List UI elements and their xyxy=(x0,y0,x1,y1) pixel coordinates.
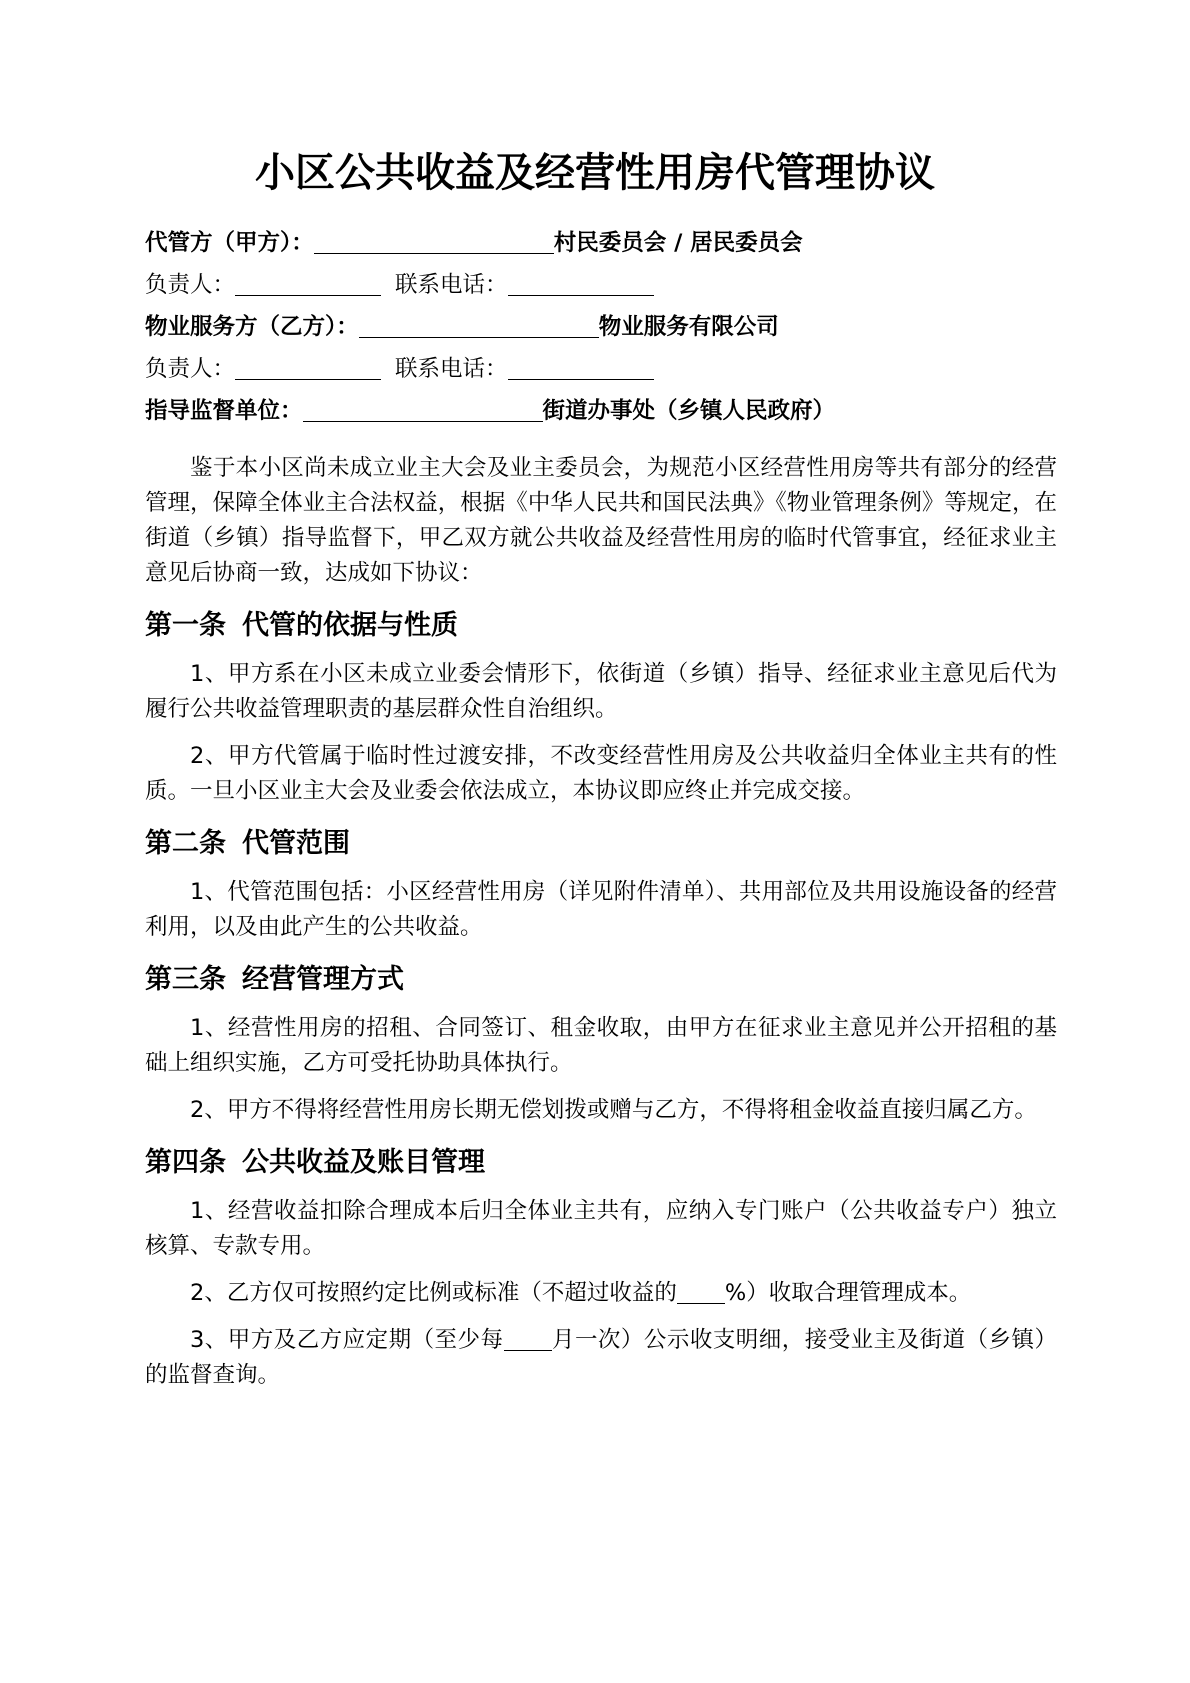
party-b-contact-line xyxy=(145,348,1045,390)
months-blank[interactable] xyxy=(504,1326,552,1351)
party-a-phone-blank[interactable] xyxy=(508,271,654,296)
party-b-phone-blank[interactable] xyxy=(508,355,654,380)
party-b-suffix: 物业服务有限公司 xyxy=(598,314,779,340)
party-b-line xyxy=(145,306,1045,348)
supervisor-label: 指导监督单位： xyxy=(145,398,303,424)
section-number: 第三条 xyxy=(145,964,226,995)
section-number: 第四条 xyxy=(145,1147,226,1178)
section-2-heading xyxy=(145,827,1057,861)
supervisor-name-blank[interactable] xyxy=(303,397,543,422)
section-4-clause-3 xyxy=(145,1323,1057,1393)
section-3-clause-1: 1、经营性用房的招租、合同签订、租金收取，由甲方在征求业主意见并公开招租的基础上组织实施，乙方可受托协助具体执行。 xyxy=(145,1015,1057,1076)
party-a-person-label: 负责人： xyxy=(145,272,236,298)
party-a-suffix: 村民委员会 / 居民委员会 xyxy=(553,230,803,256)
party-a-contact-line xyxy=(145,264,1045,306)
section-4-clause-2 xyxy=(145,1276,1057,1311)
section-number: 第一条 xyxy=(145,610,226,641)
section-2-clause-1: 1、代管范围包括：小区经营性用房（详见附件清单）、共用部位及共用设施设备的经营利用，以及由此产生的公共收益。 xyxy=(145,879,1057,940)
section-1-heading xyxy=(145,609,1057,643)
party-a-line xyxy=(145,222,1045,264)
section-4-clause-1: 1、经营收益扣除合理成本后归全体业主共有，应纳入专门账户（公共收益专户）独立核算、专款专用。 xyxy=(145,1198,1057,1259)
party-b-label: 物业服务方（乙方）： xyxy=(145,314,359,340)
clause-text: %）收取合理管理成本。 xyxy=(724,1280,972,1306)
agreement-body xyxy=(145,451,1057,1405)
party-a-label: 代管方（甲方）： xyxy=(145,230,314,256)
clause-text: 2、乙方仅可按照约定比例或标准（不超过收益的 xyxy=(190,1280,677,1306)
section-number: 第二条 xyxy=(145,828,226,859)
preamble-paragraph: 鉴于本小区尚未成立业主大会及业主委员会，为规范小区经营性用房等共有部分的经营管理，保障全体业主合法权益，根据《中华人民共和国民法典》《物业管理条例》等规定，在街道（乡镇）指导监督下，甲乙双方就公共收益及经营性用房的临时代管事宜，经征求业主意见后协商一致，达成如下协议： xyxy=(145,455,1057,586)
party-a-phone-label: 联系电话： xyxy=(395,272,508,298)
supervisor-line xyxy=(145,390,1045,432)
section-3-heading xyxy=(145,963,1057,997)
percent-blank[interactable] xyxy=(677,1279,725,1304)
party-a-name-blank[interactable] xyxy=(314,229,554,254)
clause-text: 3、甲方及乙方应定期（至少每 xyxy=(190,1327,504,1353)
section-1-clause-1: 1、甲方系在小区未成立业委会情形下，依街道（乡镇）指导、经征求业主意见后代为履行公共收益管理职责的基层群众性自治组织。 xyxy=(145,661,1057,722)
party-b-person-blank[interactable] xyxy=(235,355,381,380)
section-4-heading xyxy=(145,1146,1057,1180)
supervisor-suffix: 街道办事处（乡镇人民政府） xyxy=(542,398,836,424)
clause-text: 月一次）公示收支明细，接受业主及街道（乡镇）的监督查询。 xyxy=(145,1327,1057,1388)
party-b-phone-label: 联系电话： xyxy=(395,356,508,382)
party-b-name-blank[interactable] xyxy=(359,313,599,338)
section-title: 公共收益及账目管理 xyxy=(242,1147,485,1178)
section-title: 经营管理方式 xyxy=(242,964,404,995)
section-title: 代管的依据与性质 xyxy=(242,610,458,641)
party-a-person-blank[interactable] xyxy=(235,271,381,296)
section-title: 代管范围 xyxy=(242,828,350,859)
section-1-clause-2: 2、甲方代管属于临时性过渡安排，不改变经营性用房及公共收益归全体业主共有的性质。一旦小区业主大会及业委会依法成立，本协议即应终止并完成交接。 xyxy=(145,743,1057,804)
parties-block xyxy=(145,222,1045,432)
party-b-person-label: 负责人： xyxy=(145,356,236,382)
document-title: 小区公共收益及经营性用房代管理协议 xyxy=(255,150,935,196)
section-3-clause-2: 2、甲方不得将经营性用房长期无偿划拨或赠与乙方，不得将租金收益直接归属乙方。 xyxy=(190,1097,1037,1123)
